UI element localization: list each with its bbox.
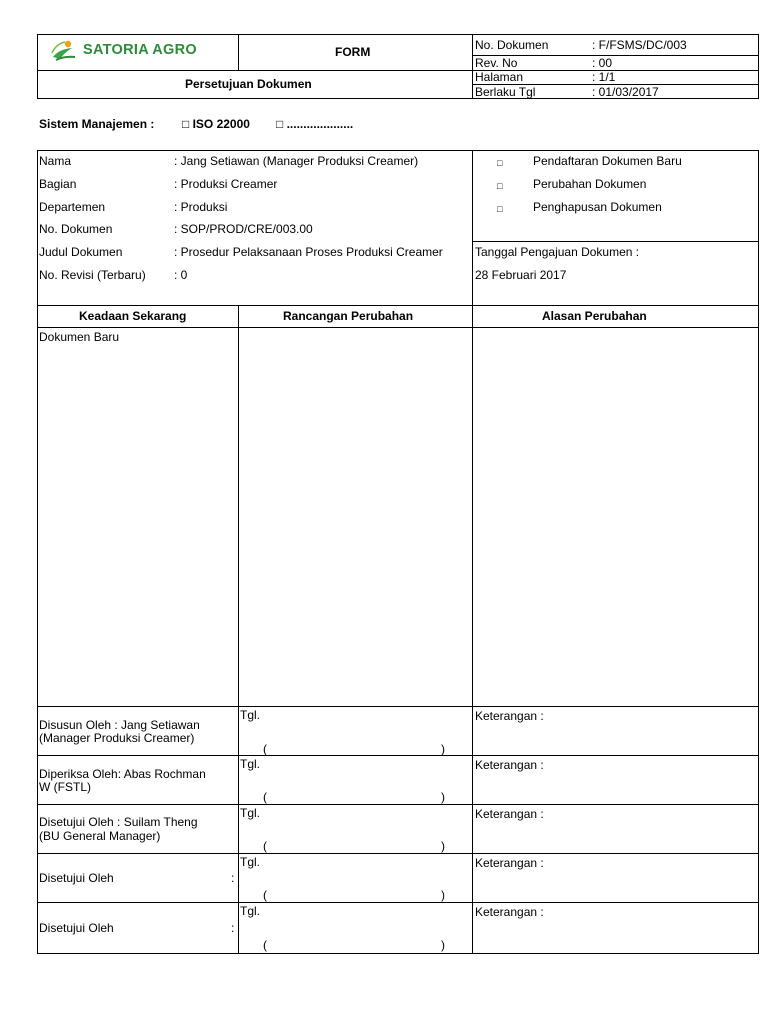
note-label: Keterangan : [475, 758, 544, 772]
signature-open-paren: ( [263, 938, 267, 952]
signature-close-paren: ) [441, 742, 445, 756]
signature-open-paren: ( [263, 790, 267, 804]
signer-line1: Disusun Oleh : Jang Setiawan [39, 718, 200, 732]
info-value: : Produksi Creamer [174, 177, 278, 191]
tgl-label: Tgl. [240, 757, 261, 771]
signer-line2: (Manager Produksi Creamer) [39, 731, 195, 745]
signer-line1: Disetujui Oleh [39, 921, 114, 935]
logo-text: SATORIA AGRO [83, 42, 197, 58]
current-state-text: Dokumen Baru [39, 330, 120, 344]
meta-value: : F/FSMS/DC/003 [592, 38, 687, 52]
form-subtitle: Persetujuan Dokumen [185, 77, 312, 91]
company-logo [50, 38, 230, 66]
meta-label: Halaman [475, 70, 524, 84]
signer-line2: (BU General Manager) [39, 829, 161, 843]
signature-close-paren: ) [441, 888, 445, 902]
info-label: Bagian [39, 177, 77, 191]
submission-date-label: Tanggal Pengajuan Dokumen : [475, 245, 640, 259]
info-value: : Produksi [174, 200, 228, 214]
info-label: Judul Dokumen [39, 245, 123, 259]
checkbox-label: Perubahan Dokumen [533, 177, 647, 191]
column-header-reason: Alasan Perubahan [542, 309, 647, 323]
meta-value: : 01/03/2017 [592, 85, 659, 99]
signer-line2: W (FSTL) [39, 780, 91, 794]
signer-colon: : [231, 871, 235, 885]
meta-label: No. Dokumen [475, 38, 549, 52]
checkbox[interactable]: □ [497, 204, 503, 214]
column-header-proposal: Rancangan Perubahan [283, 309, 414, 323]
submission-date-value: 28 Februari 2017 [475, 268, 567, 282]
meta-value: : 00 [592, 56, 613, 70]
info-divider [472, 241, 759, 242]
header-divider [472, 34, 473, 99]
tgl-label: Tgl. [240, 855, 261, 869]
info-value: : Prosedur Pelaksanaan Proses Produksi Creamer [174, 245, 443, 259]
tgl-label: Tgl. [240, 708, 261, 722]
changes-box [37, 305, 759, 954]
signer-line1: Diperiksa Oleh: Abas Rochman [39, 767, 206, 781]
info-divider [472, 150, 473, 306]
signature-close-paren: ) [441, 938, 445, 952]
changes-divider [472, 305, 473, 954]
system-option-iso[interactable]: □ ISO 22000 [182, 117, 250, 131]
info-label: Nama [39, 154, 72, 168]
header-divider [37, 70, 472, 71]
signer-colon: : [231, 921, 235, 935]
signature-open-paren: ( [263, 839, 267, 853]
changes-header-divider [37, 327, 759, 328]
info-label: No. Dokumen [39, 222, 113, 236]
signature-divider [37, 755, 759, 756]
leaf-logo-icon [50, 39, 78, 65]
note-label: Keterangan : [475, 807, 544, 821]
info-box [37, 150, 759, 306]
signature-open-paren: ( [263, 888, 267, 902]
tgl-label: Tgl. [240, 806, 261, 820]
meta-value: : 1/1 [592, 70, 616, 84]
signature-divider [37, 706, 759, 707]
tgl-label: Tgl. [240, 904, 261, 918]
info-label: Departemen [39, 200, 106, 214]
signature-close-paren: ) [441, 790, 445, 804]
info-value: : 0 [174, 268, 188, 282]
note-label: Keterangan : [475, 905, 544, 919]
checkbox-label: Penghapusan Dokumen [533, 200, 662, 214]
meta-label: Rev. No [475, 56, 518, 70]
info-label: No. Revisi (Terbaru) [39, 268, 146, 282]
signature-divider [37, 853, 759, 854]
checkbox[interactable]: □ [497, 181, 503, 191]
info-value: : Jang Setiawan (Manager Produksi Creamer) [174, 154, 419, 168]
header-divider [238, 34, 239, 70]
system-label: Sistem Manajemen : [39, 117, 155, 131]
signature-divider [37, 804, 759, 805]
note-label: Keterangan : [475, 709, 544, 723]
changes-divider [238, 305, 239, 954]
signer-line1: Disetujui Oleh [39, 871, 114, 885]
signature-divider [37, 902, 759, 903]
system-option-other[interactable]: □ .................... [276, 117, 354, 131]
info-value: : SOP/PROD/CRE/003.00 [174, 222, 313, 236]
signer-line1: Disetujui Oleh : Suilam Theng [39, 815, 198, 829]
form-title: FORM [335, 45, 371, 59]
signature-close-paren: ) [441, 839, 445, 853]
signature-open-paren: ( [263, 742, 267, 756]
meta-label: Berlaku Tgl [475, 85, 536, 99]
checkbox[interactable]: □ [497, 158, 503, 168]
column-header-current: Keadaan Sekarang [79, 309, 187, 323]
checkbox-label: Pendaftaran Dokumen Baru [533, 154, 682, 168]
note-label: Keterangan : [475, 856, 544, 870]
